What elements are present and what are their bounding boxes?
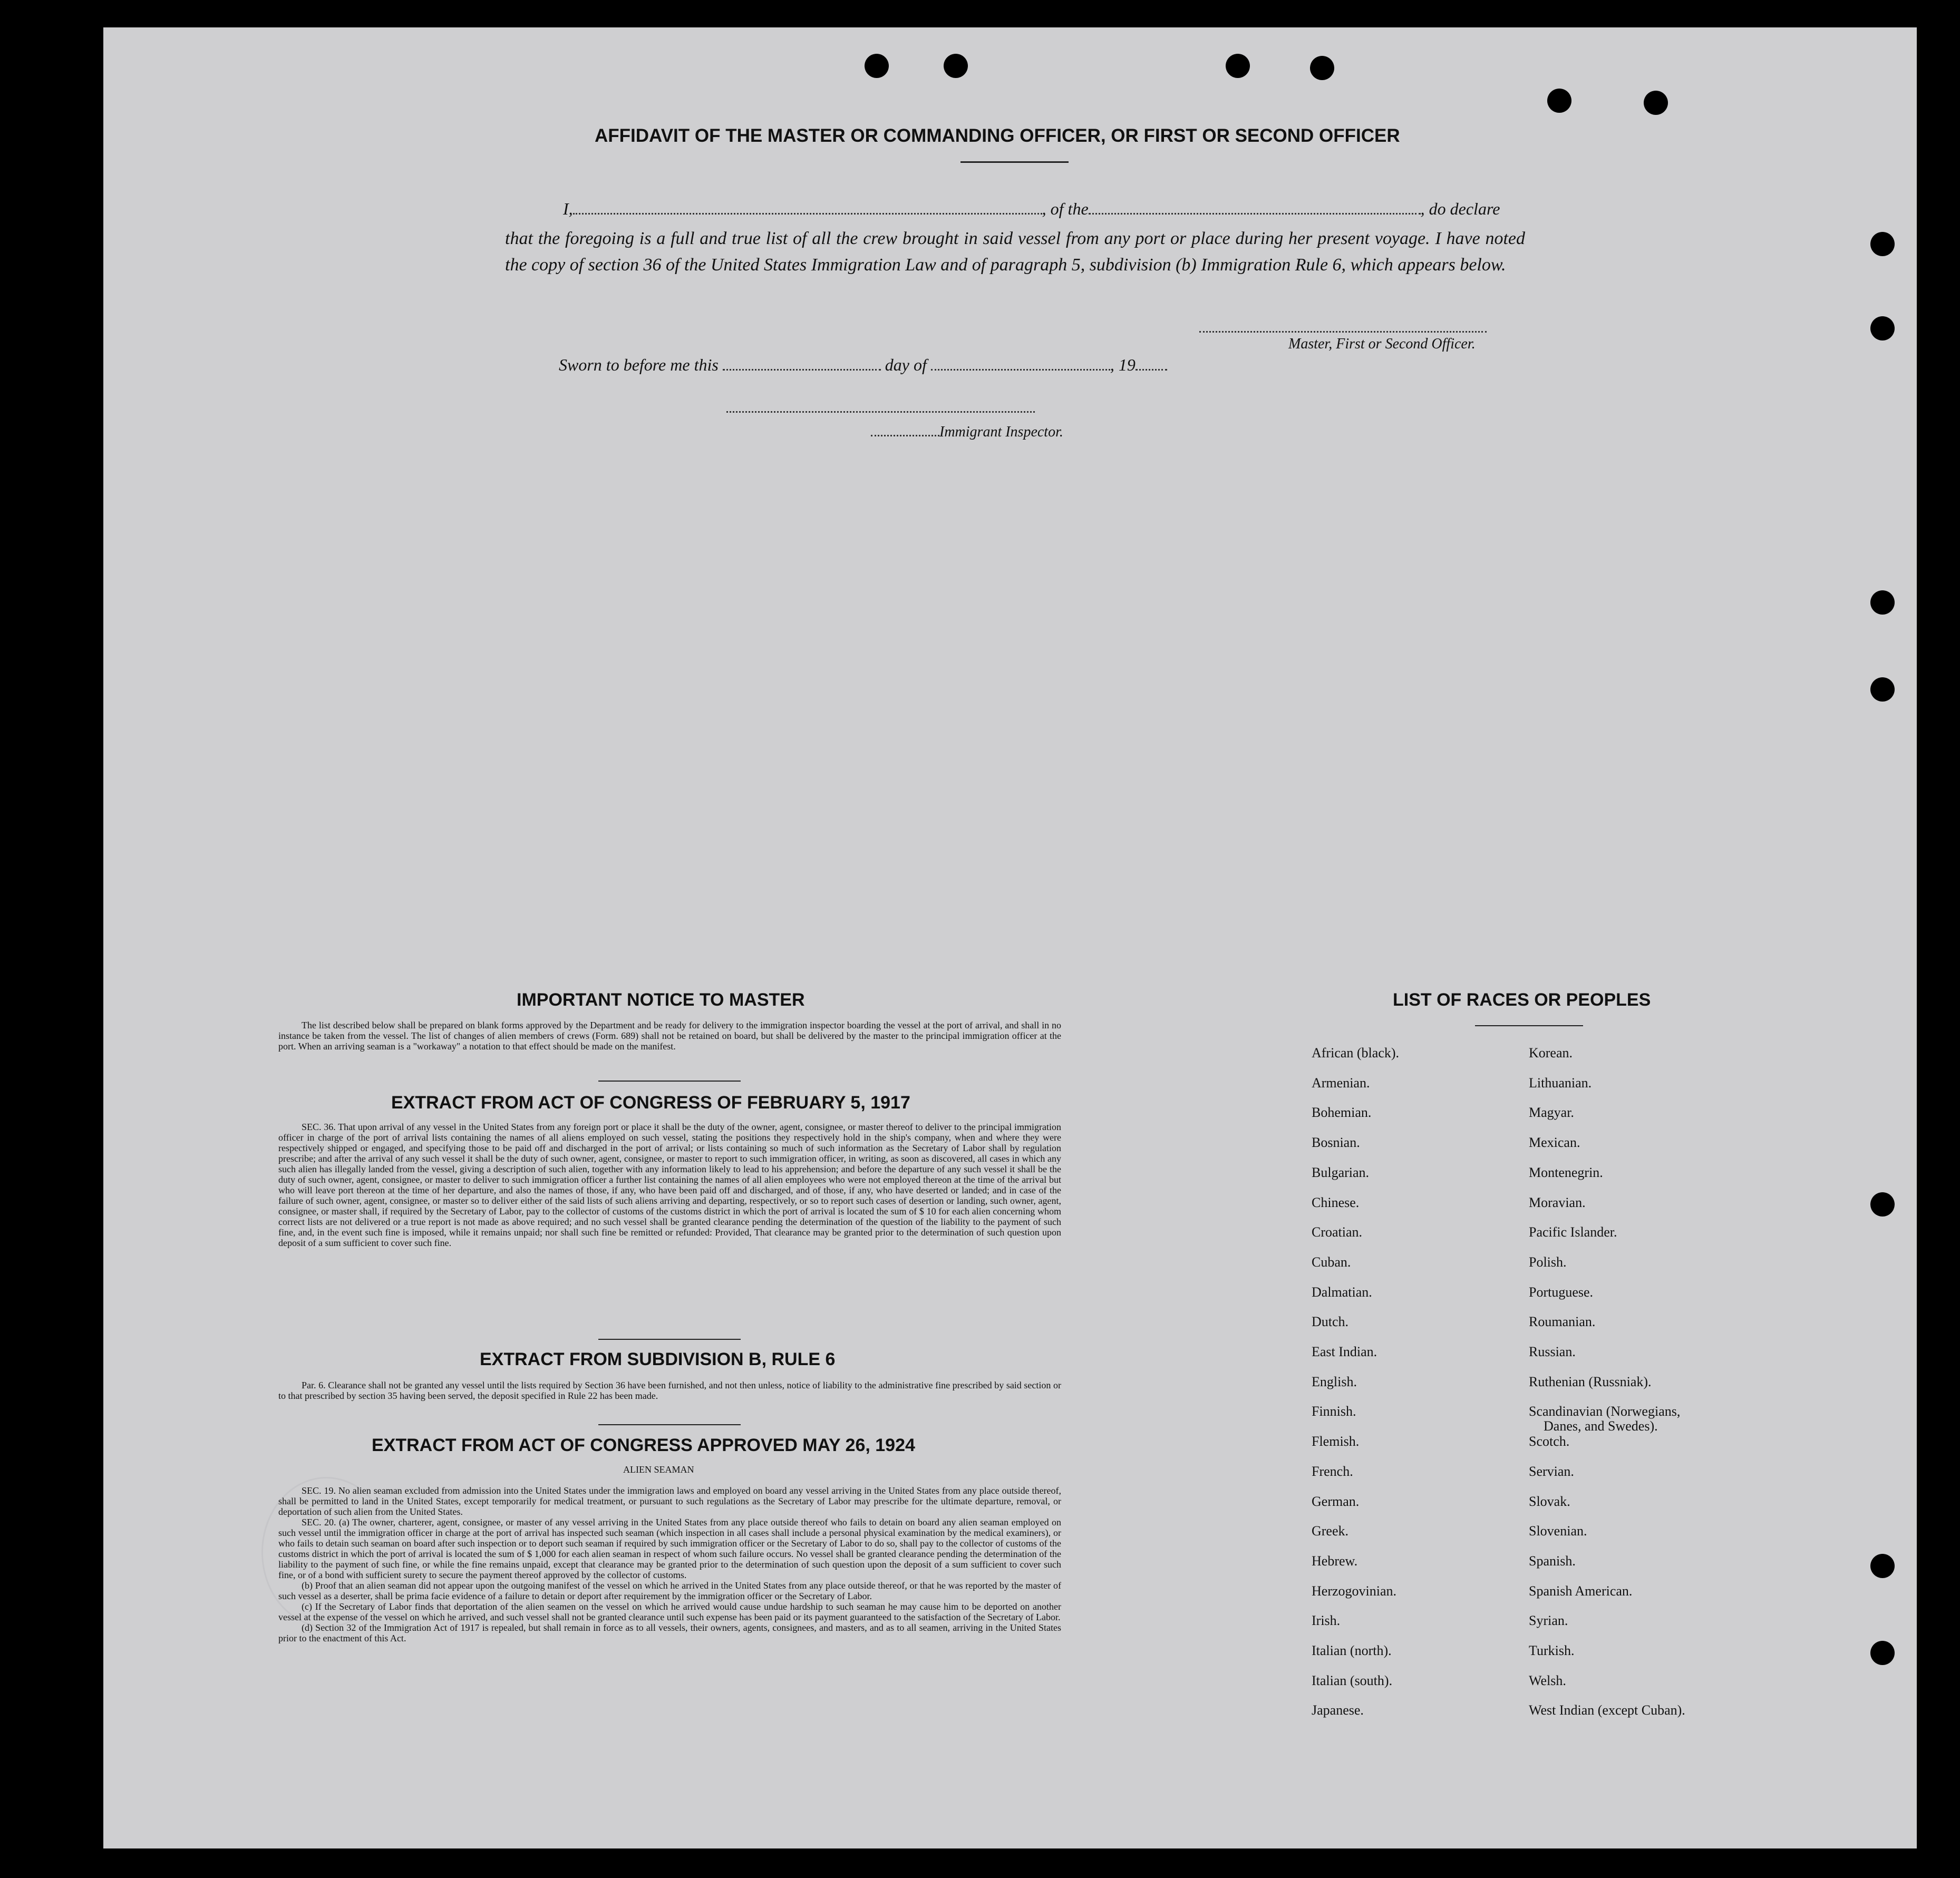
race-item: Welsh. <box>1529 1673 1566 1688</box>
day-blank <box>723 369 881 371</box>
race-item: Dalmatian. <box>1312 1285 1372 1300</box>
punch-hole <box>944 54 968 78</box>
race-item: Scandinavian (Norwegians, <box>1529 1404 1681 1419</box>
race-item: Polish. <box>1529 1254 1567 1270</box>
extract-1924-title: EXTRACT FROM ACT OF CONGRESS APPROVED MAY 26, 1924 <box>372 1435 915 1455</box>
sec-20c-paragraph: (c) If the Secretary of Labor finds that deportation of the alien seamen on the vessel on which he arrived would cause undue hardship to such seaman he may cause him to be deported on another vessel at the expense of the vessel on which he arrived, and such vessel shall not be granted clearance until such expense has been paid or its payment guaranteed to the satisfaction of the Secretary of Labor. <box>278 1601 1061 1622</box>
race-item: Pacific Islander. <box>1529 1224 1617 1240</box>
race-item: Dutch. <box>1312 1314 1349 1329</box>
race-item: Chinese. <box>1312 1195 1360 1210</box>
extract-1917-text <box>278 1122 1061 1248</box>
notice-title: IMPORTANT NOTICE TO MASTER <box>517 990 805 1010</box>
punch-hole <box>1547 89 1571 113</box>
race-item: German. <box>1312 1494 1360 1509</box>
race-item: Turkish. <box>1529 1643 1575 1658</box>
affidavit-line-1 <box>563 199 1500 219</box>
race-item: Slovak. <box>1529 1494 1570 1509</box>
race-item: Roumanian. <box>1529 1314 1596 1329</box>
rule-6-text <box>278 1380 1061 1401</box>
race-item: Greek. <box>1312 1523 1349 1539</box>
inspector-line <box>871 424 1063 441</box>
race-item: Hebrew. <box>1312 1553 1358 1569</box>
race-item: English. <box>1312 1374 1357 1389</box>
affidavit-title: AFFIDAVIT OF THE MASTER OR COMMANDING OFFICER, OR FIRST OR SECOND OFFICER <box>595 125 1400 146</box>
race-item: Ruthenian (Russniak). <box>1529 1374 1652 1389</box>
title-rule <box>960 161 1069 163</box>
race-item: Bohemian. <box>1312 1105 1372 1120</box>
section-rule <box>598 1081 741 1082</box>
race-item: East Indian. <box>1312 1344 1377 1359</box>
race-item: Irish. <box>1312 1613 1341 1628</box>
race-item: French. <box>1312 1464 1353 1479</box>
section-rule <box>598 1339 741 1340</box>
punch-hole <box>1870 232 1895 256</box>
punch-hole <box>1870 677 1895 702</box>
race-item: Servian. <box>1529 1464 1574 1479</box>
year-blank <box>1136 369 1167 371</box>
race-item: Spanish American. <box>1529 1583 1633 1599</box>
race-item: Finnish. <box>1312 1404 1356 1419</box>
race-item: Flemish. <box>1312 1434 1360 1449</box>
affidavit-i: I, <box>563 199 573 218</box>
race-item: Mexican. <box>1529 1135 1580 1150</box>
alien-seaman-subtitle: ALIEN SEAMAN <box>623 1464 694 1475</box>
sec-19-paragraph: SEC. 19. No alien seaman excluded from admission into the United States under the immigration laws and employed on board any vessel arriving in the United States from any place outside thereof, shall be permitted to land in the United States, except temporarily for medical treatment, or pursuant to such regulations as the Secretary of Labor may prescribe for the ultimate departure, removal, or deportation of such alien from the United States. <box>278 1485 1061 1517</box>
year-text: , 19 <box>1110 355 1136 374</box>
race-item: Moravian. <box>1529 1195 1586 1210</box>
inspector-label: Immigrant Inspector. <box>939 424 1063 440</box>
affidavit-body: that the foregoing is a full and true list of all the crew brought in said vessel from any port or place during her present voyage. I have noted the copy of section 36 of the United States Immigration Law and of paragraph 5, subdivision (b) Immigration Rule 6, which appears below. <box>505 229 1525 275</box>
par-6-paragraph: Par. 6. Clearance shall not be granted any vessel until the lists required by Section 36 have been furnished, and not then unless, notice of liability to the administrative fine prescribed by said section or to that prescribed by section 35 having been served, the deposit specified in Rule 22 has been made. <box>278 1380 1061 1401</box>
race-item: Scotch. <box>1529 1434 1570 1449</box>
race-item: Danes, and Swedes). <box>1544 1418 1658 1434</box>
race-item: Japanese. <box>1312 1702 1364 1718</box>
race-item: Italian (south). <box>1312 1673 1393 1688</box>
race-item: Armenian. <box>1312 1075 1370 1091</box>
punch-hole <box>865 54 889 78</box>
race-item: Syrian. <box>1529 1613 1568 1628</box>
sec-20a-paragraph: SEC. 20. (a) The owner, charterer, agent, consignee, or master of any vessel arriving in the United States from any place outside thereof who fails to detain on board any alien seaman employed on such vessel until the immigration officer in charge at the port of arrival has inspected such seaman (which inspection in all cases shall include a personal physical examination by the medical examiners), or who fails to detain such seaman on board after such inspection or to deport such seaman if required by such immigration officer or the Secretary of Labor to do so, shall pay to the collector of customs of the customs district in which the port of arrival is located the sum of $ 1,000 for each alien seaman in respect of whom such failure occurs. No vessel shall be granted clearance pending the determination of the liability to the payment of such fine, or while the fine remains unpaid, except that clearance may be granted prior to the determination of such question upon the deposit of a sum sufficient to cover such fine, or of a bond with sufficient surety to secure the payment thereof approved by the collector of customs. <box>278 1517 1061 1580</box>
race-item: West Indian (except Cuban). <box>1529 1702 1685 1718</box>
race-item: Russian. <box>1529 1344 1576 1359</box>
race-item: Bulgarian. <box>1312 1165 1370 1180</box>
race-item: Portuguese. <box>1529 1285 1594 1300</box>
race-item: African (black). <box>1312 1045 1400 1060</box>
race-item: Bosnian. <box>1312 1135 1360 1150</box>
inspector-signature-blank <box>726 411 1035 413</box>
punch-hole <box>1644 91 1668 115</box>
notice-paragraph: The list described below shall be prepared on blank forms approved by the Department and be ready for delivery to the immigration inspector boarding the vessel at the port of arrival, and shall in no instance be taken from the vessel. The list of changes of alien members of crews (Form. 689) shall not be retained on board, but shall be delivered by the master to the principal immigration officer at the port. When an arriving seaman is a "workaway" a notation to that effect should be made on the manifest. <box>278 1020 1061 1052</box>
punch-hole <box>1870 1192 1895 1217</box>
races-title: LIST OF RACES OR PEOPLES <box>1393 990 1651 1010</box>
sec-36-paragraph: SEC. 36. That upon arrival of any vessel in the United States from any foreign port or place it shall be the duty of the owner, agent, consignee, or master thereof to deliver to the principal immigration officer in charge of the port of arrival lists containing the names of all aliens employed on such vessel, stating the positions they respectively hold in the ship's company, when and where they were respectively shipped or engaged, and specifying those to be paid off and discharged in the port of arrival; or lists containing so much of such information as the Secretary of Labor shall by regulation prescribe; and after the arrival of any such vessel it shall be the duty of such owner, agent, consignee, or master to report to such immigration officer, in writing, as soon as discovered, all cases in which any such alien has illegally landed from the vessel, giving a description of such alien, together with any information likely to lead to his apprehension; and before the departure of any such vessel it shall be the duty of such owner, agent, consignee, or master to deliver to such immigration officer a further list containing the names of all alien employees who were not employed thereon at the time of the arrival but who will leave port thereon at the time of her departure, and also the names of those, if any, who have been paid off and discharged, and of those, if any, who have deserted or landed; and in case of the failure of such owner, agent, consignee, or master so to deliver either of the said lists of such aliens arriving and departing, respectively, or so to report such cases of desertion or landing, such owner, agent, consignee, or master shall, if required by the Secretary of Labor, pay to the collector of customs of the customs district in which the port of arrival is located the sum of $ 10 for each alien concerning whom correct lists are not delivered or a true report is not made as above required; and no such vessel shall be granted clearance pending the determination of the question of the liability to the payment of such fine, and, in the event such fine is imposed, while it remains unpaid; nor shall such fine be remitted or refunded: Provided, That clearance may be granted prior to the determination of such question upon deposit of a sum sufficient to cover such fine. <box>278 1122 1061 1248</box>
notice-text <box>278 1020 1061 1052</box>
race-item: Italian (north). <box>1312 1643 1392 1658</box>
sworn-text: Sworn to before me this <box>559 355 719 374</box>
race-item: Herzogovinian. <box>1312 1583 1397 1599</box>
month-blank <box>931 369 1110 371</box>
sec-20d-paragraph: (d) Section 32 of the Immigration Act of 1917 is repealed, but shall remain in force as to all vessels, their owners, agents, consignees, and masters, and as to all seamen, arriving in the United States prior to the enactment of this Act. <box>278 1622 1061 1643</box>
race-item: Croatian. <box>1312 1224 1363 1240</box>
race-item: Montenegrin. <box>1529 1165 1603 1180</box>
rule-6-title: EXTRACT FROM SUBDIVISION B, RULE 6 <box>480 1349 836 1369</box>
punch-hole <box>1310 56 1334 80</box>
punch-hole <box>1226 54 1250 78</box>
race-item: Magyar. <box>1529 1105 1574 1120</box>
day-of-text: day of <box>885 355 927 374</box>
sec-20b-paragraph: (b) Proof that an alien seaman did not appear upon the outgoing manifest of the vessel on which he arrived in the United States from any place outside thereof, or that he was reported by the master of such vessel as a deserter, shall be prima facie evidence of a failure to detain or deport after requirement by the immigration officer or the Secretary of Labor. <box>278 1580 1061 1601</box>
race-item: Slovenian. <box>1529 1523 1587 1539</box>
title-rule <box>1475 1025 1583 1026</box>
affidavit-of-the: , of the <box>1042 199 1089 218</box>
race-item: Korean. <box>1529 1045 1573 1060</box>
extract-1917-title: EXTRACT FROM ACT OF CONGRESS OF FEBRUARY 5, 1917 <box>391 1093 910 1113</box>
race-item: Spanish. <box>1529 1553 1576 1569</box>
name-blank <box>573 213 1042 215</box>
affidavit-do-declare: , do declare <box>1420 199 1500 218</box>
punch-hole <box>1870 316 1895 340</box>
race-item: Cuban. <box>1312 1254 1351 1270</box>
section-rule <box>598 1424 741 1425</box>
vessel-blank <box>1089 213 1421 215</box>
sworn-line <box>559 355 1167 375</box>
punch-hole <box>1870 590 1895 615</box>
punch-hole <box>1870 1554 1895 1578</box>
race-item: Lithuanian. <box>1529 1075 1592 1091</box>
signature-blank <box>1199 331 1487 333</box>
extract-1924-text <box>278 1485 1061 1643</box>
punch-hole <box>1870 1641 1895 1665</box>
signature-label: Master, First or Second Officer. <box>1288 336 1476 352</box>
inspector-leader <box>871 435 939 436</box>
